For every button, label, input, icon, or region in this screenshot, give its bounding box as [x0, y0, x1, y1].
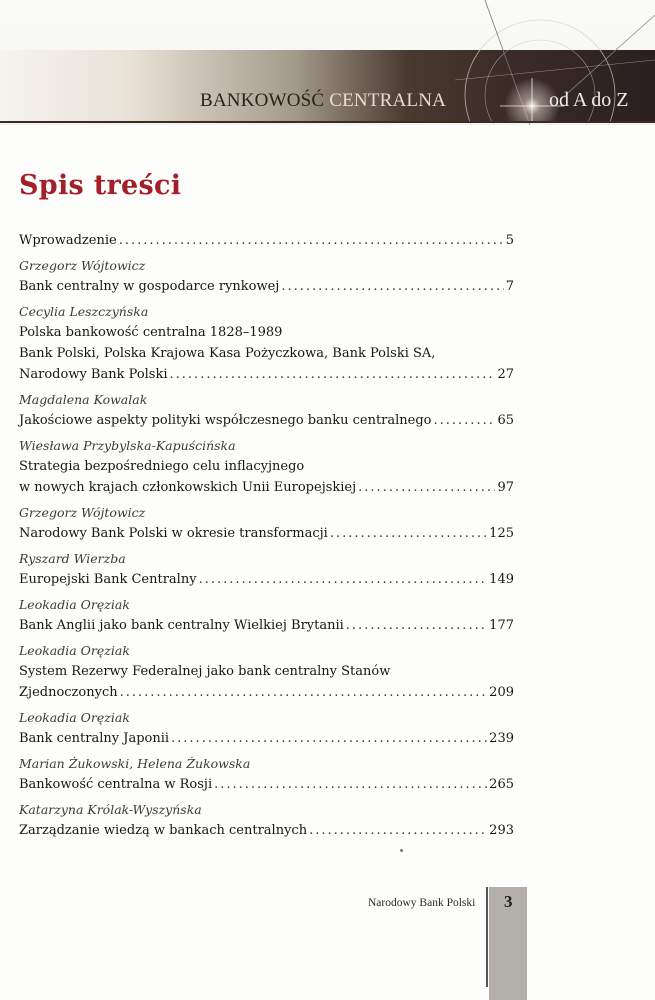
toc-entry — [19, 230, 514, 251]
page-title: Spis treści — [19, 170, 182, 201]
toc-title: Wprowadzenie — [19, 233, 117, 248]
toc-title: Narodowy Bank Polski — [19, 367, 168, 382]
toc-author: Grzegorz Wójtowicz — [19, 258, 146, 273]
dot-leader — [171, 728, 487, 749]
toc-entry — [19, 549, 514, 590]
toc-page-number: 209 — [489, 685, 514, 700]
toc-title: Europejski Bank Centralny — [19, 572, 197, 587]
table-of-contents — [19, 230, 514, 846]
footer-publisher: Narodowy Bank Polski — [368, 897, 476, 909]
toc-page-number: 5 — [505, 233, 514, 248]
toc-line — [19, 230, 514, 251]
toc-author: Magdalena Kowalak — [19, 392, 148, 407]
toc-title: Jakościowe aspekty polityki współczesnego banku centralnego — [19, 413, 432, 428]
toc-line — [19, 615, 514, 636]
dot-leader — [281, 276, 503, 297]
toc-line — [19, 410, 514, 431]
toc-entry — [19, 595, 514, 636]
toc-line — [19, 477, 514, 498]
toc-author: Cecylia Leszczyńska — [19, 304, 149, 319]
page-number: 3 — [504, 892, 513, 911]
series-title: BANKOWOŚĆ CENTRALNA — [200, 90, 447, 111]
toc-page-number: 149 — [489, 572, 514, 587]
footer-divider — [486, 887, 488, 987]
toc-title-line: Bank Polski, Polska Krajowa Kasa Pożyczkowa, Bank Polski SA, — [19, 346, 436, 361]
toc-title-line: Strategia bezpośredniego celu inflacyjnego — [19, 459, 305, 474]
toc-author: Wiesława Przybylska-Kapuścińska — [19, 438, 236, 453]
toc-line — [19, 523, 514, 544]
toc-line — [19, 569, 514, 590]
print-speck — [400, 849, 403, 852]
toc-entry — [19, 436, 514, 498]
toc-author: Katarzyna Królak-Wyszyńska — [19, 802, 202, 817]
toc-entry — [19, 390, 514, 431]
dot-leader — [199, 569, 488, 590]
toc-line — [19, 728, 514, 749]
toc-author: Leokadia Oręziak — [19, 643, 130, 658]
toc-entry — [19, 800, 514, 841]
toc-entry — [19, 708, 514, 749]
toc-title: Narodowy Bank Polski w okresie transformacji — [19, 526, 328, 541]
toc-page-number: 177 — [489, 618, 514, 633]
toc-page-number: 27 — [497, 367, 514, 382]
toc-title: Bank centralny Japonii — [19, 731, 170, 746]
toc-entry — [19, 641, 514, 703]
toc-entry — [19, 302, 514, 385]
dot-leader — [214, 774, 487, 795]
dot-leader — [120, 682, 488, 703]
toc-entry — [19, 503, 514, 544]
toc-title: w nowych krajach członkowskich Unii Europejskiej — [19, 480, 357, 495]
toc-title: Zarządzanie wiedzą w bankach centralnych — [19, 823, 308, 838]
header-rule — [0, 121, 655, 123]
toc-line — [19, 774, 514, 795]
toc-page-number: 293 — [489, 823, 514, 838]
toc-author: Leokadia Oręziak — [19, 597, 130, 612]
toc-author: Grzegorz Wójtowicz — [19, 505, 146, 520]
toc-page-number: 7 — [505, 279, 514, 294]
toc-line — [19, 364, 514, 385]
dot-leader — [434, 410, 496, 431]
toc-page-number: 125 — [489, 526, 514, 541]
toc-entry — [19, 256, 514, 297]
toc-title-line: Polska bankowość centralna 1828–1989 — [19, 325, 283, 340]
toc-page-number: 265 — [489, 777, 514, 792]
toc-author: Ryszard Wierzba — [19, 551, 126, 566]
dot-leader — [119, 230, 504, 251]
toc-author: Leokadia Oręziak — [19, 710, 130, 725]
toc-line — [19, 820, 514, 841]
toc-title: Zjednoczonych — [19, 685, 118, 700]
toc-title-line: System Rezerwy Federalnej jako bank centralny Stanów — [19, 664, 391, 679]
dot-leader — [346, 615, 487, 636]
dot-leader — [309, 820, 487, 841]
toc-line — [19, 276, 514, 297]
toc-title: Bank centralny w gospodarce rynkowej — [19, 279, 280, 294]
dot-leader — [358, 477, 495, 498]
toc-title: Bank Anglii jako bank centralny Wielkiej Brytanii — [19, 618, 344, 633]
toc-author: Marian Żukowski, Helena Żukowska — [19, 756, 251, 771]
toc-title: Bankowość centralna w Rosji — [19, 777, 213, 792]
dot-leader — [170, 364, 496, 385]
toc-entry — [19, 754, 514, 795]
toc-page-number: 239 — [489, 731, 514, 746]
toc-page-number: 65 — [497, 413, 514, 428]
series-subtitle: od A do Z — [549, 89, 629, 111]
toc-page-number: 97 — [497, 480, 514, 495]
toc-line — [19, 682, 514, 703]
dot-leader — [330, 523, 487, 544]
